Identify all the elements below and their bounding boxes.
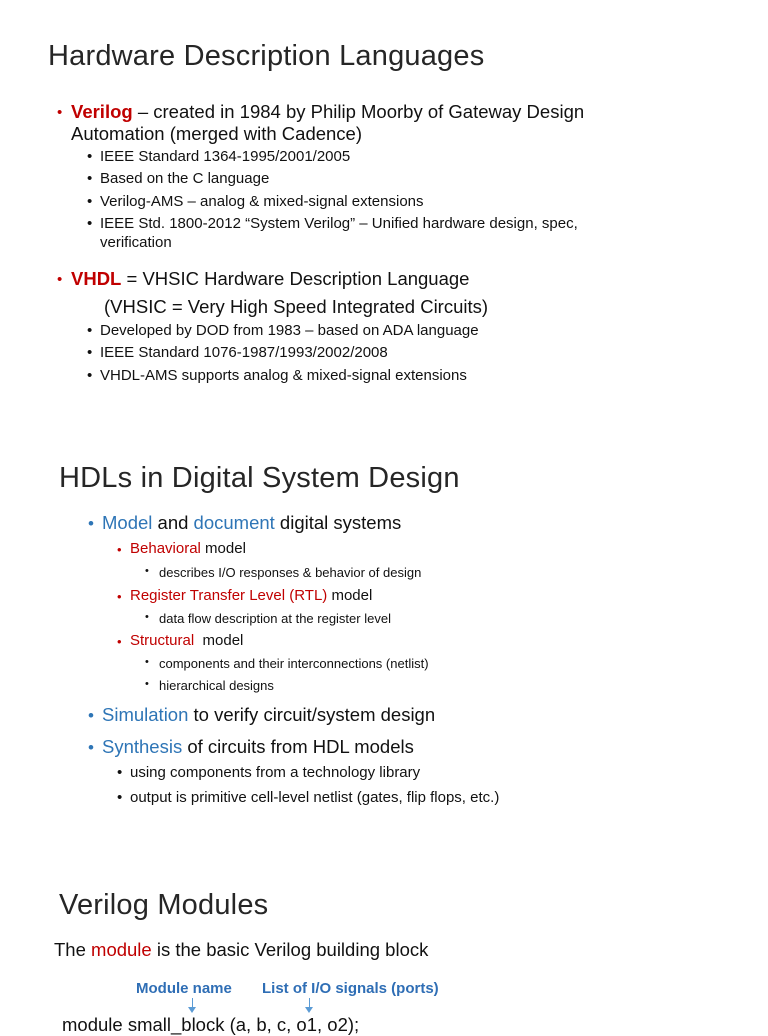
verilog-line1: Verilog – created in 1984 by Philip Moorby of Gateway Design xyxy=(71,101,585,122)
module-name-label: Module name xyxy=(136,980,232,997)
io-signals-label: List of I/O signals (ports) xyxy=(262,980,439,997)
model-document-item: Model and document digital systems xyxy=(102,512,402,533)
list-item: IEEE Standard 1364-1995/2001/2005 xyxy=(100,148,351,165)
module-declaration-code: module small_block (a, b, c, o1, o2); xyxy=(62,1014,360,1035)
simulation-item: Simulation to verify circuit/system design xyxy=(102,704,436,725)
list-item: output is primitive cell-level netlist (gates, flip flops, etc.) xyxy=(130,789,500,806)
verilog-term: Verilog xyxy=(71,101,133,122)
slide3-title: Verilog Modules xyxy=(59,889,269,921)
list-item: Developed by DOD from 1983 – based on ADA language xyxy=(100,322,479,339)
list-item: describes I/O responses & behavior of design xyxy=(159,565,422,580)
arrow-head-icon xyxy=(305,1007,313,1013)
arrow-head-icon xyxy=(188,1007,196,1013)
list-item: IEEE Std. 1800-2012 “System Verilog” – Unified hardware design, spec, xyxy=(100,215,578,232)
list-item: Verilog-AMS – analog & mixed-signal extensions xyxy=(100,193,424,210)
vhdl-term: VHDL xyxy=(71,268,122,289)
bullet-dot: • xyxy=(57,104,63,121)
list-item: hierarchical designs xyxy=(159,678,274,693)
module-intro: The module is the basic Verilog building block xyxy=(54,939,429,960)
slide1-title: Hardware Description Languages xyxy=(48,40,485,72)
vhdl-line1: VHDL = VHSIC Hardware Description Language xyxy=(71,268,470,289)
list-item: Based on the C language xyxy=(100,170,270,187)
vhdl-line2: (VHSIC = Very High Speed Integrated Circuits) xyxy=(104,296,489,317)
verilog-line2: Automation (merged with Cadence) xyxy=(71,123,363,144)
slide2-title: HDLs in Digital System Design xyxy=(59,462,460,494)
structural-item: Structural model xyxy=(130,632,244,649)
list-item: using components from a technology library xyxy=(130,764,421,781)
list-item: components and their interconnections (netlist) xyxy=(159,656,429,671)
list-item: IEEE Standard 1076-1987/1993/2002/2008 xyxy=(100,344,388,361)
behavioral-item: Behavioral model xyxy=(130,540,246,557)
list-item: verification xyxy=(100,234,172,251)
list-item: data flow description at the register level xyxy=(159,611,391,626)
synthesis-item: Synthesis of circuits from HDL models xyxy=(102,736,414,757)
list-item: VHDL-AMS supports analog & mixed-signal extensions xyxy=(100,367,467,384)
bullet-dot: • xyxy=(57,271,63,288)
rtl-item: Register Transfer Level (RTL) model xyxy=(130,587,373,604)
